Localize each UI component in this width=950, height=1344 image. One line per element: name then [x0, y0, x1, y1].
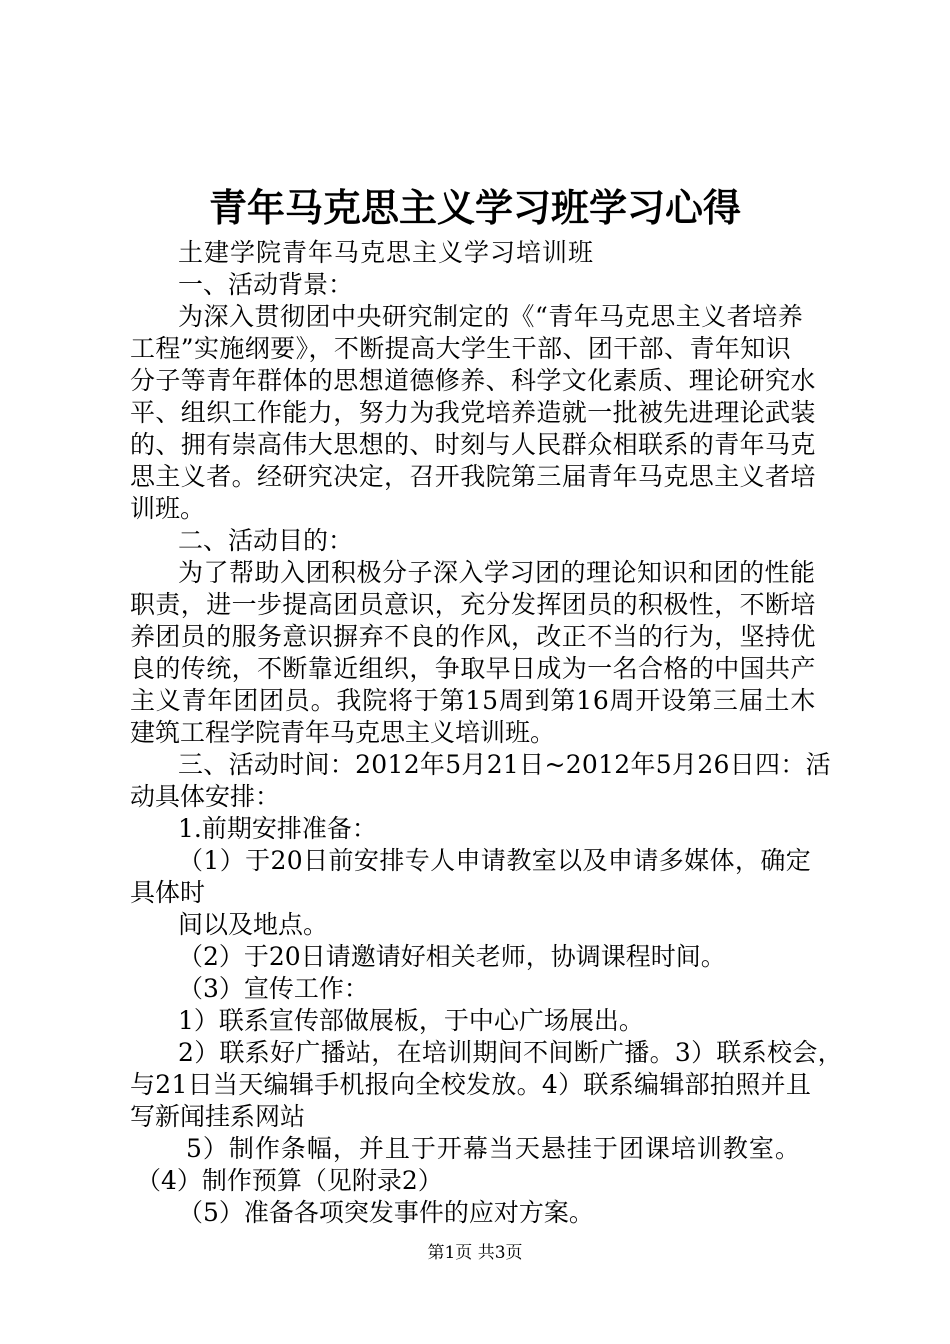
line-paragraph: 分子等青年群体的思想道德修养、科学文化素质、理论研究水	[130, 366, 816, 395]
line-subtitle: 土建学院青年马克思主义学习培训班	[178, 238, 595, 267]
line-item: 5）制作条幅，并且于开幕当天悬挂于团课培训教室。	[186, 1134, 801, 1163]
line-item: （5）准备各项突发事件的应对方案。	[178, 1198, 594, 1227]
line-heading-purpose: 二、活动目的：	[178, 526, 354, 555]
line-heading-background: 一、活动背景：	[178, 270, 354, 299]
line-item: 1）联系宣传部做展板，于中心广场展出。	[178, 1006, 644, 1035]
line-paragraph: 主义青年团团员。我院将于第15周到第16周开设第三届土木	[130, 686, 817, 715]
line-paragraph: 动具体安排：	[130, 782, 281, 811]
line-paragraph: 为深入贯彻团中央研究制定的《“青年马克思主义者培养	[178, 302, 804, 331]
line-paragraph: 职责，进一步提高团员意识，充分发挥团员的积极性，不断培	[130, 590, 816, 619]
line-paragraph: 建筑工程学院青年马克思主义培训班。	[130, 718, 556, 747]
line-paragraph: 为了帮助入团积极分子深入学习团的理论知识和团的性能	[178, 558, 816, 587]
line-subheading-preparation: 1.前期安排准备：	[178, 814, 377, 843]
line-paragraph: 工程”实施纲要》，不断提高大学生干部、团干部、青年知识	[130, 334, 792, 363]
document-title: 青年马克思主义学习班学习心得	[208, 186, 741, 230]
line-item: （4）制作预算（见附录2）	[136, 1166, 443, 1195]
line-item: 具体时	[130, 878, 206, 907]
line-paragraph: 良的传统，不断靠近组织，争取早日成为一名合格的中国共产	[130, 654, 816, 683]
line-item: 2）联系好广播站，在培训期间不间断广播。3）联系校会，	[178, 1038, 843, 1067]
page-footer: 第1页 共3页	[427, 1243, 523, 1263]
line-paragraph: 平、组织工作能力，努力为我党培养造就一批被先进理论武装	[130, 398, 816, 427]
line-paragraph: 的、拥有崇高伟大思想的、时刻与人民群众相联系的青年马克	[130, 430, 816, 459]
line-item: （1）于20日前安排专人申请教室以及申请多媒体，确定	[178, 846, 812, 875]
line-heading-time: 三、活动时间：2012年5月21日~2012年5月26日四：活	[178, 750, 831, 779]
line-paragraph: 养团员的服务意识摒弃不良的作风，改正不当的行为，坚持优	[130, 622, 816, 651]
line-paragraph: 思主义者。经研究决定，召开我院第三届青年马克思主义者培	[130, 462, 816, 491]
line-item: 间以及地点。	[178, 910, 329, 939]
line-item: （2）于20日请邀请好相关老师，协调课程时间。	[178, 942, 726, 971]
line-item: 写新闻挂系网站	[130, 1102, 306, 1131]
line-paragraph: 训班。	[130, 494, 206, 523]
line-item: 与21日当天编辑手机报向全校发放。4）联系编辑部拍照并且	[130, 1070, 812, 1099]
line-item: （3）宣传工作：	[178, 974, 369, 1003]
